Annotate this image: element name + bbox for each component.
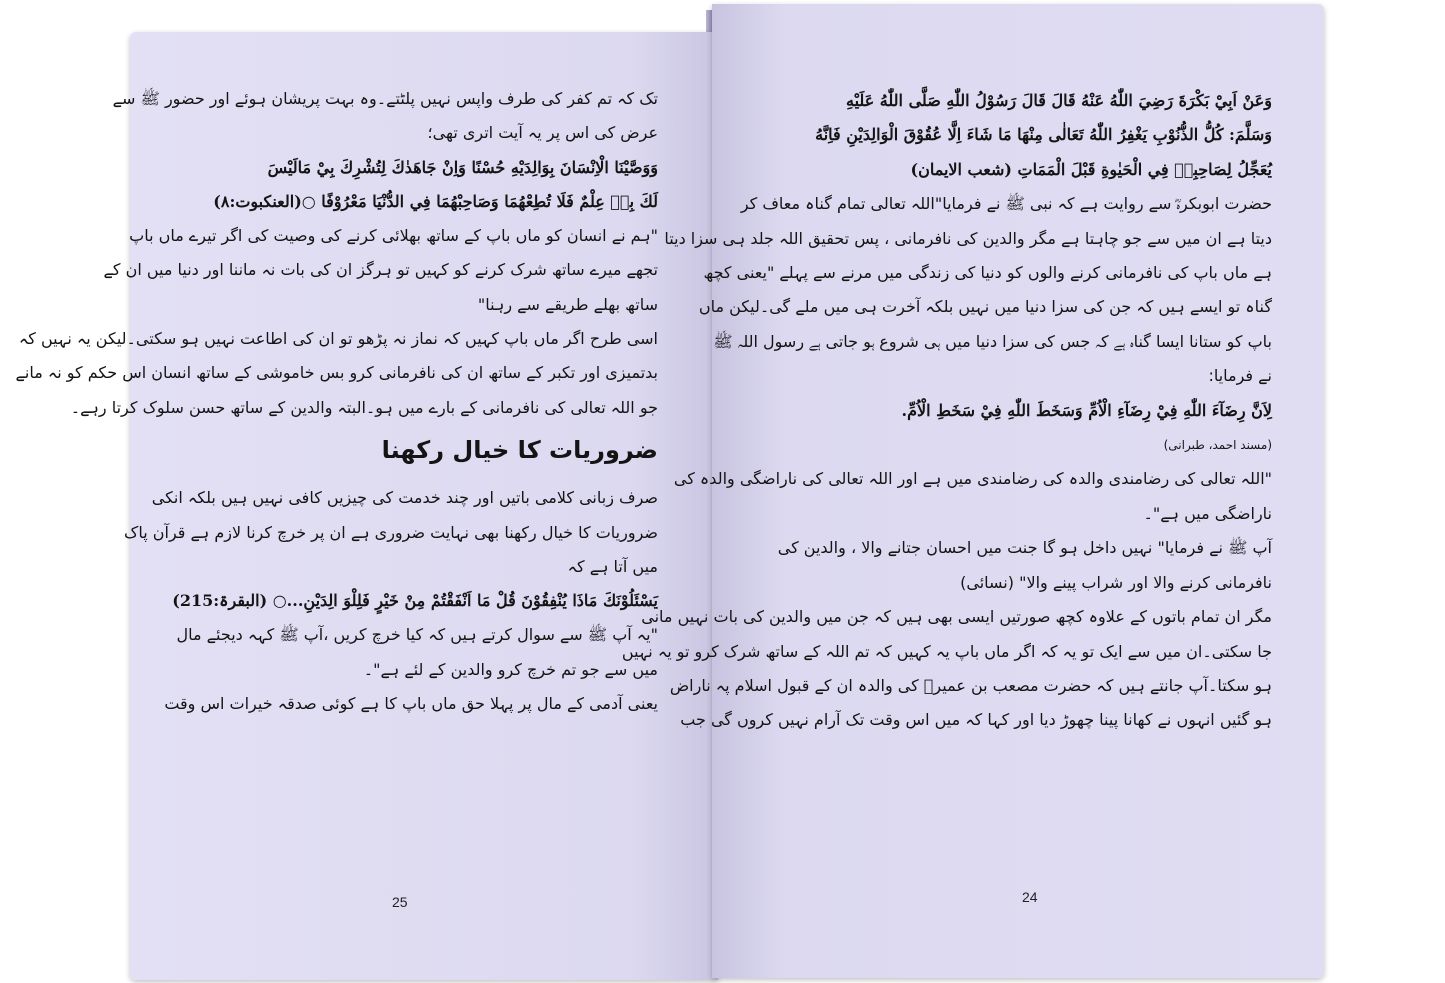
- text-line: دیتا ہے ان میں سے جو چاہتا ہے مگر والدین کی نافرمانی ، پس تحقیق اللہ جلد ہی سزا دیتا: [664, 228, 1272, 248]
- text-line: ہو سکتا۔آپ جانتے ہیں کہ حضرت مصعب بن عمیرؓ کی والدہ ان کے قبول اسلام پہ ناراض: [669, 675, 1272, 695]
- text-line: ساتھ بھلے طریقے سے رہنا": [477, 294, 658, 314]
- text-line: مگر ان تمام باتوں کے علاوہ کچھ صورتیں ایسی بھی ہیں کہ جن میں والدین کی بات نہیں مانی: [641, 607, 1272, 627]
- text-line: "یہ آپ ﷺ سے سوال کرتے ہیں کہ کیا خرچ کریں ،آپ ﷺ کہہ دیجئے مال: [176, 625, 658, 645]
- right-page: [621, 4, 1324, 978]
- text-line: تجھے میرے ساتھ شرک کرنے کو کہیں تو ہرگز ان کی بات نہ ماننا اور دنیا میں ان کے: [103, 260, 658, 280]
- text-line: ہو گئیں انہوں نے کھانا پینا چھوڑ دیا اور کہا کہ میں اس وقت تک آرام نہیں کروں گی جب: [680, 710, 1272, 730]
- text-line: حضرت ابوبکرہؓ سے روایت ہے کہ نبی ﷺ نے فرمایا"اللہ تعالی تمام گناہ معاف کر: [740, 194, 1272, 214]
- hadith-arabic-line: يُعَجِّلُ لِصَاحِبِهٖ فِي الْحَيٰوةِ قَبْلَ الْمَمَاتِ (شعب الایمان): [910, 159, 1272, 179]
- text-line: "ہم نے انسان کو ماں باپ کے ساتھ بھلائی کرنے کی وصیت کی اگر تیرے ماں باپ: [129, 226, 658, 246]
- text-line: "اللہ تعالی کی رضامندی والدہ کی رضامندی میں ہے اور اللہ تعالی کی ناراضگی والدہ کی: [673, 469, 1272, 489]
- text-line: صرف زبانی کلامی باتیں اور چند خدمت کی چیزیں کافی نہیں ہیں بلکہ انکی: [151, 488, 658, 508]
- hadith-arabic-line: وَعَنْ اَبِيْ بَكْرَةَ رَضِيَ اللّٰهُ عَنْهُ قَالَ قَالَ رَسُوْلُ اللّٰهِ صَلَّى اللّٰهُ عَلَيْهِ: [845, 91, 1272, 110]
- text-line: میں آتا ہے کہ: [567, 556, 658, 576]
- text-line: جو اللہ تعالی کی نافرمانی کے بارے میں ہو۔البتہ والدین کے ساتھ حسن سلوک کرتا رہے۔: [70, 397, 658, 417]
- text-line: ضروریات کا خیال رکھنا بھی نہایت ضروری ہے ان پر خرچ کرنا لازم ہے قرآن پاک: [124, 522, 658, 542]
- text-line: نے فرمایا:: [1208, 366, 1272, 386]
- text-line: یعنی آدمی کے مال پر پہلا حق ماں باپ کا ہے کوئی صدقہ خیرات اس وقت: [164, 694, 658, 714]
- hadith-arabic-line: وَسَلَّمَ: كُلُّ الذُّنُوْبِ يَغْفِرُ اللّٰهُ تَعَالٰى مِنْهَا مَا شَاءَ اِلَّا عُقُوْقَ الْوَالِدَيْنِ فَاِنَّهُ: [815, 125, 1272, 145]
- quran-verse-line: يَسْئَلُوْنَكَ مَاذَا يُنْفِقُوْنَ قُلْ مَا اَنْفَقْتُمْ مِنْ خَيْرٍ فَلِلْوَ الِدَيْنِ...○ (البقرۃ:215): [172, 591, 658, 611]
- text-line: نافرمانی کرنے والا اور شراب پینے والا" (نسائی): [960, 572, 1272, 592]
- page-number: 25: [392, 894, 408, 910]
- text-line: عرض کی اس پر یہ آیت اتری تھی؛: [427, 123, 658, 143]
- text-line: آپ ﷺ نے فرمایا" نہیں داخل ہو گا جنت میں احسان جتانے والا ، والدین کی: [777, 538, 1272, 558]
- text-line: میں سے جو تم خرچ کرو والدین کے لئے ہے"۔: [363, 659, 658, 679]
- text-line: ناراضگی میں ہے"۔: [1143, 503, 1272, 523]
- hadith-arabic-line: لِاَنَّ رِضَآءَ اللّٰهِ فِيْ رِضَآءِ الْاُمِّ وَسَخَطَ اللّٰهِ فِيْ سَخَطِ الْاُمِّ.: [901, 400, 1272, 420]
- text-line: اسی طرح اگر ماں باپ کہیں کہ نماز نہ پڑھو تو ان کی اطاعت نہیں ہو سکتی۔لیکن یہ نہیں کہ: [18, 329, 658, 349]
- quran-verse-line: وَوَصَّيْنَا الْاِنْسَانَ بِوَالِدَيْهِ حُسْنًا وَاِنْ جَاهَدٰكَ لِتُشْرِكَ بِيْ مَالَيْسَ: [267, 157, 658, 177]
- text-line: گناہ تو ایسے ہیں کہ جن کی سزا دنیا میں نہیں بلکہ آخرت ہی میں ملے گی۔لیکن ماں: [698, 297, 1272, 317]
- text-line: تک کہ تم کفر کی طرف واپس نہیں پلٹتے۔وہ بہت پریشان ہوئے اور حضور ﷺ سے: [112, 89, 658, 108]
- text-line: بدتمیزی اور تکبر کے ساتھ ان کی نافرمانی کرو بس خاموشی کے ساتھ انسان اس حکم کو نہ مانے: [15, 363, 658, 383]
- quran-verse-line: لَكَ بِهٖ عِلْمٌ فَلَا تُطِعْهُمَا وَصَاحِبْهُمَا فِي الدُّنْيَا مَعْرُوْفًا ○(العنکبوت:۸): [213, 191, 658, 211]
- page-number: 24: [1022, 889, 1038, 905]
- left-page: [15, 32, 718, 980]
- text-line: ہے ماں باپ کی نافرمانی کرنے والوں کو دنیا کی زندگی میں مرنے سے پہلے "یعنی کچھ: [703, 263, 1272, 283]
- left-page-text: [15, 82, 658, 721]
- section-heading: ضروریات کا خیال رکھنا: [381, 435, 658, 464]
- hadith-reference: (مسند احمد، طبرانی): [1163, 438, 1272, 453]
- text-line: باپ کو ستانا ایسا گناہ ہے کہ جس کی سزا دنیا میں ہی شروع ہو جاتی ہے رسول اللہ ﷺ: [713, 331, 1272, 351]
- text-line: جا سکتی۔ان میں سے ایک تو یہ کہ اگر ماں باپ یہ کہیں کہ تم اللہ کے ساتھ شرک کرو تو یہ نہیں: [621, 641, 1272, 661]
- right-page-text: [621, 84, 1272, 738]
